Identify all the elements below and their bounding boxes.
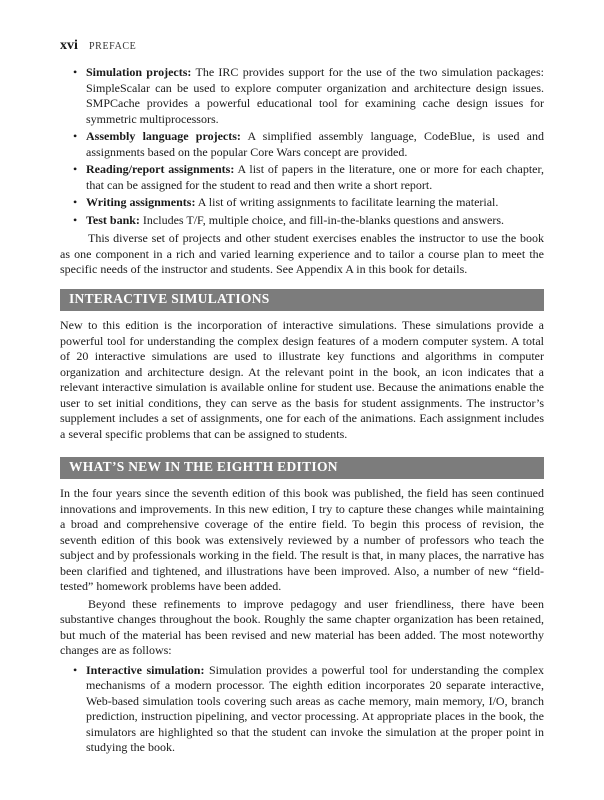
running-head xyxy=(60,38,136,54)
changes-list xyxy=(60,663,544,756)
intro-closing-paragraph: This diverse set of projects and other student exercises enables the instructor to use the book as one component in a rich and varied learning experience and to tailor a course plan to meet the specific needs of the instructor and students. See Appendix A in this book for details. xyxy=(60,231,544,276)
list-item-term: Simulation projects: xyxy=(86,65,192,79)
list-item xyxy=(60,195,544,211)
section-heading-bar xyxy=(60,457,544,479)
list-item-text: A list of writing assignments to facilitate learning the material. xyxy=(195,195,499,209)
section-heading-bar xyxy=(60,289,544,311)
project-list xyxy=(60,65,544,228)
section-heading: WHAT’S NEW IN THE EIGHTH EDITION xyxy=(69,459,338,474)
section-title: PREFACE xyxy=(89,41,137,52)
list-item-term: Assembly language projects: xyxy=(86,129,241,143)
list-item-term: Test bank: xyxy=(86,212,140,227)
list-item xyxy=(60,129,544,160)
whats-new-paragraph: Beyond these refinements to improve pedagogy and user friendliness, there have been substantive changes throughout the book. Roughly the same chapter organization has been retained, but much of the material has been revised and new material has been added. The most noteworthy changes are as follows: xyxy=(60,596,544,657)
list-item-text: A list of papers in the literature, one or more for each chapter, that can be assigned for the student to read and then write a short report. xyxy=(86,162,544,192)
list-item-text: Simulation provides a powerful tool for understanding the complex mechanisms of a modern processor. The eighth edition incorporates 20 separate interactive, Web-based simulation tools covering such areas as cache memory, main memory, I/O, branch prediction, instruction pipelining, and vector processing. At appropriate places in the book, the simulators are highlighted so that the student can invoke the simulation at the proper point in studying the book. xyxy=(86,662,544,754)
simulations-block xyxy=(60,318,544,442)
page-number: xvi xyxy=(60,38,78,53)
list-item-term: Writing assignments: xyxy=(86,195,196,209)
list-item-text: Includes T/F, multiple choice, and fill-in-the-blanks questions and answers. xyxy=(139,212,504,227)
list-item xyxy=(60,213,544,229)
list-item-term: Reading/report assignments: xyxy=(86,162,235,176)
intro-block xyxy=(60,65,544,278)
list-item-text: A simplified assembly language, CodeBlue, is used and assignments based on the popular Core Wars concept are provided. xyxy=(86,129,544,159)
list-item xyxy=(60,65,544,127)
whats-new-block xyxy=(60,486,544,758)
list-item-term: Interactive simulation: xyxy=(86,662,205,677)
list-item xyxy=(60,162,544,193)
simulations-paragraph: New to this edition is the incorporation of interactive simulations. These simulations provide a powerful tool for understanding the complex design features of a modern computer system. A total of 20 interactive simulations are used to illustrate key functions and algorithms in computer organization and architecture design. At the relevant point in the book, an icon indicates that a relevant interactive simulation is available online for student use. Because the animations enable the user to set initial conditions, they can serve as the basis for student assignments. The instructor’s supplement includes a set of assignments, one for each of the animations. Each assignment includes a several specific problems that can be assigned to students. xyxy=(60,318,544,441)
list-item xyxy=(60,663,544,756)
section-heading: INTERACTIVE SIMULATIONS xyxy=(69,291,270,306)
whats-new-paragraph: In the four years since the seventh edition of this book was published, the field has seen continued innovations and improvements. In this new edition, I try to capture these changes while maintaining a broad and comprehensive coverage of the entire field. To begin this process of revision, the seventh edition of this book was extensively reviewed by a number of professors who teach the subject and by professionals working in the field. The result is that, in many places, the narrative has been clarified and tightened, and illustrations have been improved. Also, a number of new “field-tested” homework problems have been added. xyxy=(60,486,544,593)
list-item-text: The IRC provides support for the use of the two simulation packages: SimpleScalar can be used to explore computer organization and architecture design issues. SMPCache provides a powerful educational tool for examining cache design issues for symmetric multiprocessors. xyxy=(86,65,544,126)
